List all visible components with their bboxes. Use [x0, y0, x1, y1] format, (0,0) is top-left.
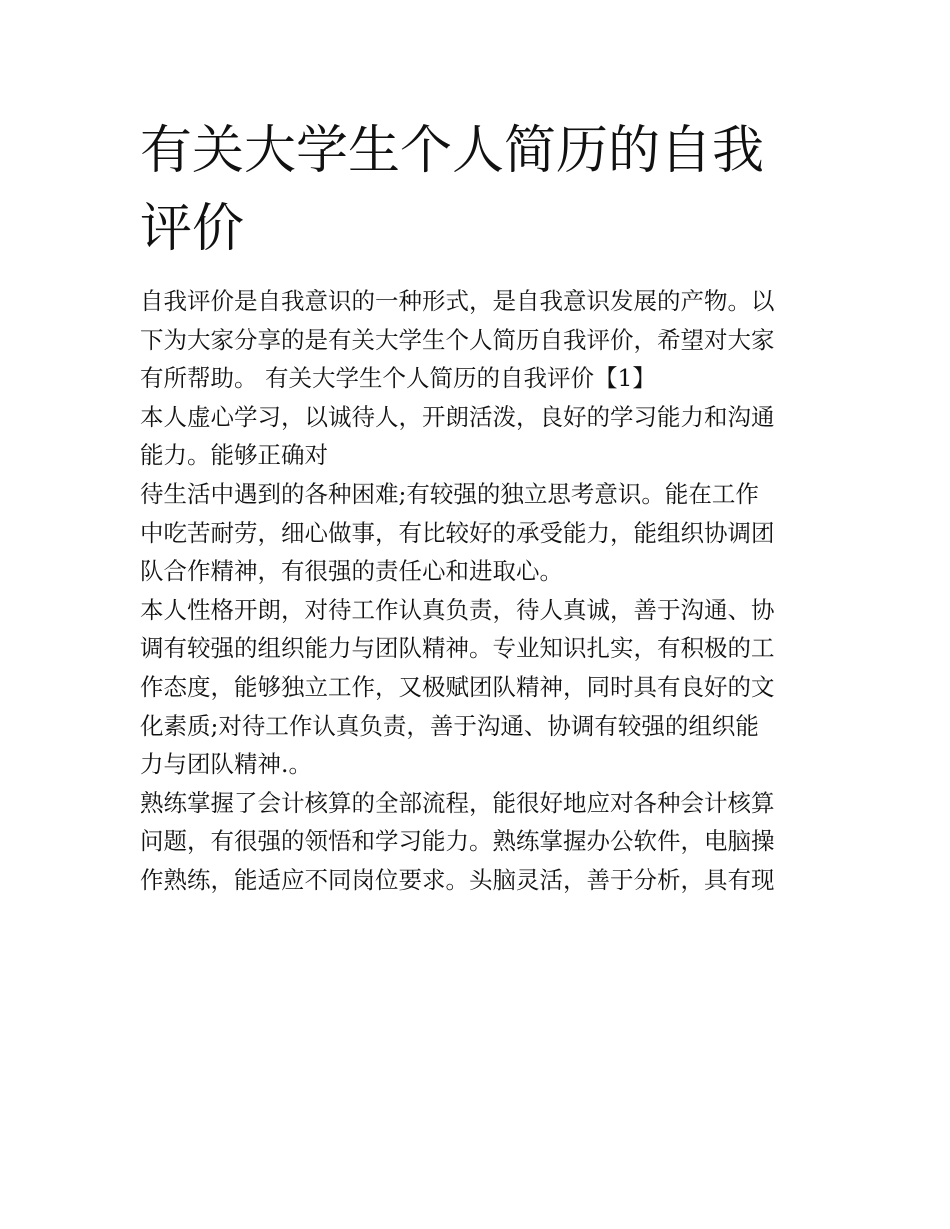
text-line: 熟练掌握了会计核算的全部流程，能很好地应对各种会计核算 — [140, 788, 775, 817]
text-line: 待生活中遇到的各种困难;有较强的独立思考意识。能在工作 — [140, 479, 759, 508]
text-line: 下为大家分享的是有关大学生个人简历自我评价，希望对大家 — [140, 325, 775, 354]
paragraph-2 — [140, 475, 812, 591]
text-line: 自我评价是自我意识的一种形式，是自我意识发展的产物。以 — [140, 287, 775, 315]
text-line: 队合作精神，有很强的责任心和进取心。 — [140, 557, 563, 586]
document-body — [140, 282, 812, 900]
text-line: 能力。能够正确对 — [140, 441, 328, 470]
text-line: 本人虚心学习，以诚待人，开朗活泼，良好的学习能力和沟通 — [140, 402, 775, 431]
text-line: 中吃苦耐劳，细心做事，有比较好的承受能力，能组织协调团 — [140, 518, 775, 547]
paragraph-intro — [140, 282, 812, 398]
text-line: 本人性格开朗，对待工作认真负责，待人真诚，善于沟通、协 — [140, 595, 775, 624]
text-line: 化素质;对待工作认真负责，善于沟通、协调有较强的组织能 — [140, 711, 759, 740]
document-title: 有关大学生个人简历的自我评价 — [140, 121, 765, 259]
paragraph-1 — [140, 398, 812, 475]
text-line: 作熟练，能适应不同岗位要求。头脑灵活，善于分析，具有现 — [140, 865, 775, 894]
text-line: 调有较强的组织能力与团队精神。专业知识扎实，有积极的工 — [140, 634, 775, 663]
text-line: 作态度，能够独立工作，又极赋团队精神，同时具有良好的文 — [140, 672, 775, 701]
text-line: 问题，有很强的领悟和学习能力。熟练掌握办公软件，电脑操 — [140, 827, 775, 856]
paragraph-3 — [140, 591, 812, 784]
paragraph-4 — [140, 784, 812, 900]
text-line: 力与团队精神.。 — [140, 750, 312, 779]
text-line: 有所帮助。 有关大学生个人简历的自我评价【1】 — [140, 364, 656, 393]
